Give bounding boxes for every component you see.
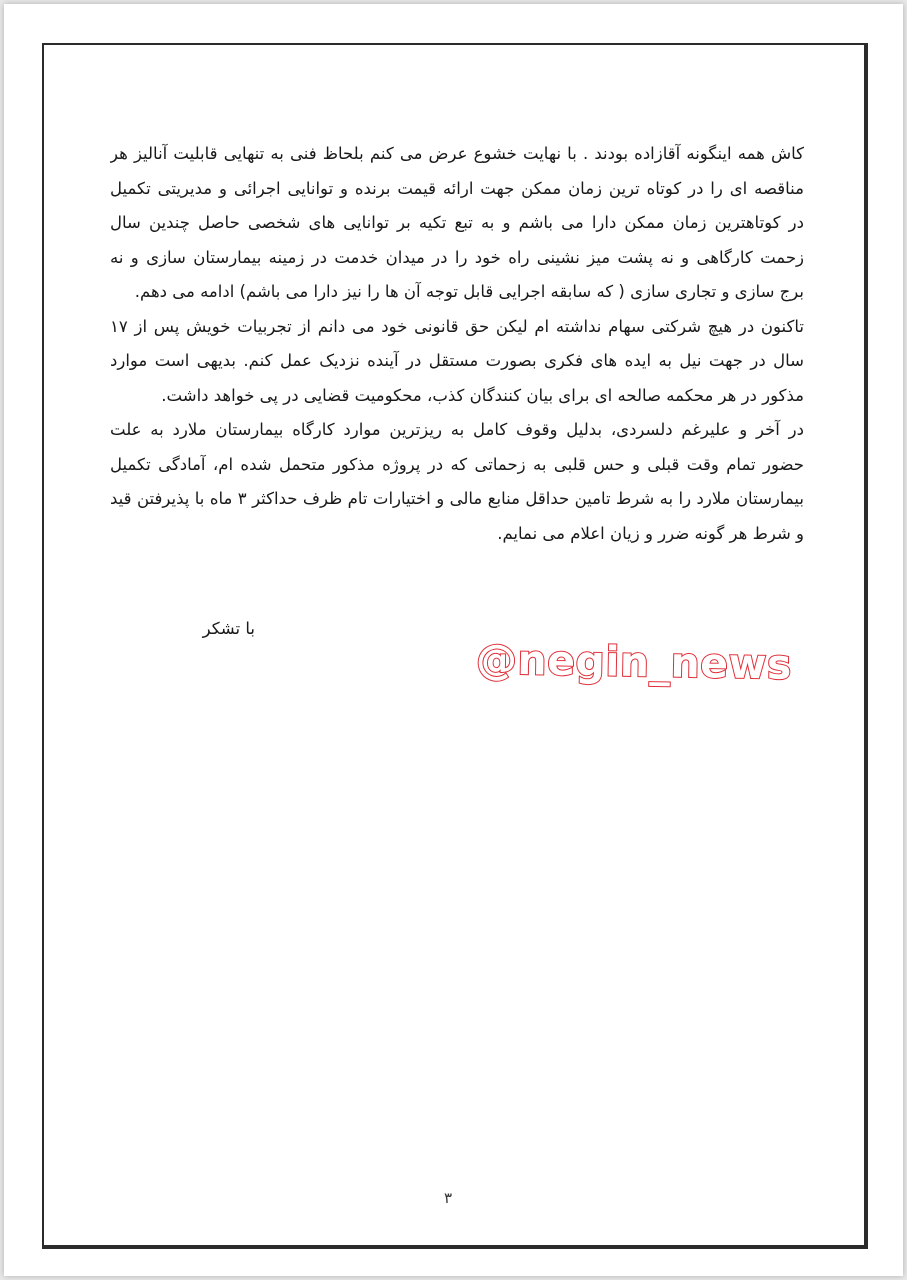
letter-body	[110, 137, 804, 551]
text-line: حضور تمام وقت قبلی و حس قلبی به زحماتی که در پروژه مذکور متحمل شده ام، آمادگی تکمیل	[110, 454, 804, 474]
text-line: زحمت کارگاهی و نه پشت میز نشینی راه خود را در میدان خدمت در زمینه بیمارستان سازی و نه	[110, 247, 804, 267]
paragraph-2	[110, 310, 804, 414]
paragraph-3	[110, 413, 804, 551]
text-line: و شرط هر گونه ضرر و زیان اعلام می نمایم.	[497, 523, 804, 543]
text-line: مذکور در هر محکمه صالحه ای برای بیان کنندگان کذب، محکومیت قضایی در پی خواهد داشت.	[161, 385, 804, 405]
text-line: در آخر و علیرغم دلسردی، بدلیل وقوف کامل به ریزترین موارد کارگاه بیمارستان ملارد به علت	[110, 420, 804, 439]
text-line: تاکنون در هیچ شرکتی سهام نداشته ام لیکن حق قانونی خود می دانم از تجربیات خویش پس از ۱۷	[110, 316, 804, 336]
closing-signoff: با تشکر	[202, 619, 255, 638]
text-line: در کوتاهترین زمان ممکن دارا می باشم و به تبع تکیه بر توانایی های شخصی حاصل چندین سال	[110, 213, 804, 232]
paragraph-1	[110, 137, 804, 310]
text-line: سال در جهت نیل به ایده های فکری بصورت مستقل در آینده نزدیک عمل کنم. بدیهی است موارد	[110, 351, 804, 370]
document-page	[4, 4, 903, 1276]
text-line: برج سازی و تجاری سازی ( که سابقه اجرایی قابل توجه آن ها را نیز دارا می باشم) ادامه می دهم.	[134, 282, 804, 301]
text-line: بیمارستان ملارد را به شرط تامین حداقل منابع مالی و اختیارات تام ظرف حداکثر ۳ ماه با پذیرفتن قید	[110, 489, 804, 508]
text-line: مناقصه ای را در کوتاه ترین زمان ممکن جهت ارائه قیمت برنده و توانایی اجرائی و مدیریتی تکمیل	[110, 178, 804, 198]
text-line: کاش همه اینگونه آقازاده بودند . با نهایت خشوع عرض می کنم بلحاظ فنی به تنهایی قابلیت آنالیز هر	[110, 144, 804, 163]
page-number: ۳	[444, 1189, 453, 1207]
watermark-stamp: @negin_news	[475, 635, 793, 689]
